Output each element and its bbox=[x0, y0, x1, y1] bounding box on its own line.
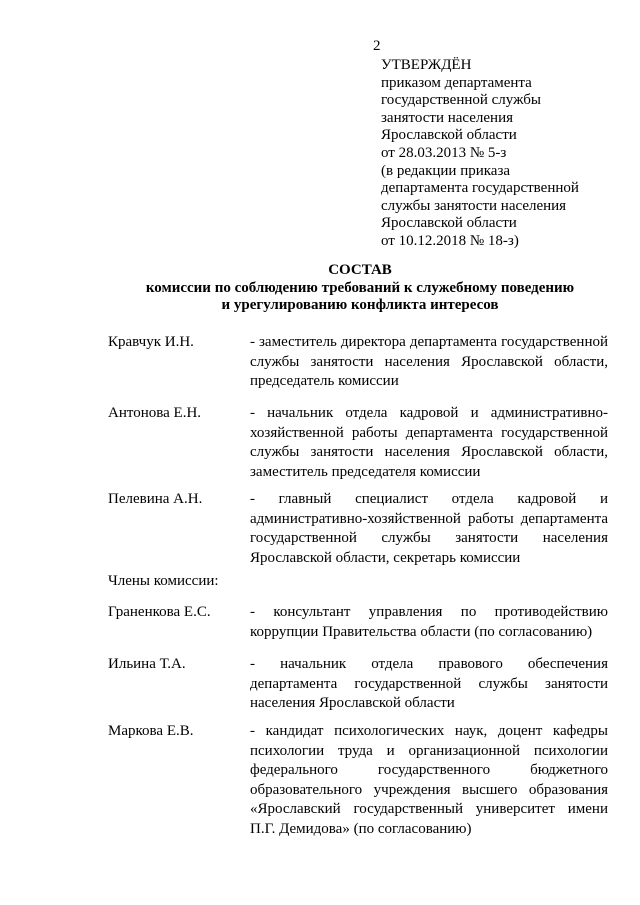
member-description: - консультант управления по противодействию коррупции Правительства области (по согласованию) bbox=[250, 604, 608, 640]
approval-line: от 10.12.2018 № 18-з) bbox=[381, 232, 519, 249]
approval-line: департамента государственной bbox=[381, 180, 579, 197]
approval-line: приказом департамента bbox=[381, 74, 532, 91]
member-description: - заместитель директора департамента государственной службы занятости населения Ярославской области, председатель комиссии bbox=[250, 334, 608, 390]
approval-line: УТВЕРЖДЁН bbox=[381, 57, 472, 73]
title-line: и урегулированию конфликта интересов bbox=[221, 297, 499, 314]
approval-line: службы занятости населения bbox=[381, 197, 567, 214]
approval-stamp bbox=[381, 57, 631, 251]
member-description: - начальник отдела правового обеспечения департамента государственной службы занятости населения Ярославской области bbox=[250, 656, 608, 712]
member-name: Антонова Е.Н. bbox=[108, 405, 202, 421]
title-line: комиссии по соблюдению требований к служебному поведению bbox=[145, 279, 575, 296]
approval-line: государственной службы bbox=[381, 92, 541, 109]
approval-line: от 28.03.2013 № 5-з bbox=[381, 144, 507, 161]
member-name: Ильина Т.А. bbox=[108, 656, 186, 672]
member-name: Граненкова Е.С. bbox=[108, 604, 211, 620]
members-label: Члены комиссии: bbox=[108, 573, 219, 589]
member-description: - кандидат психологических наук, доцент кафедры психологии труда и организационной психологии федерального государственного бюджетного образовательного учреждения высшего образования «Ярославский государственный университет имени П.Г. Демидова» (по согласованию) bbox=[250, 723, 608, 837]
member-name: Маркова Е.В. bbox=[108, 723, 194, 739]
page-number: 2 bbox=[373, 38, 381, 54]
approval-line: (в редакции приказа bbox=[381, 162, 511, 179]
document-title bbox=[100, 262, 620, 315]
approval-line: Ярославской области bbox=[381, 215, 517, 232]
title-heading: СОСТАВ bbox=[328, 262, 392, 278]
approval-line: занятости населения bbox=[381, 109, 514, 126]
member-name: Пелевина А.Н. bbox=[108, 491, 203, 507]
member-description: - главный специалист отдела кадровой и административно-хозяйственной работы департамента государственной службы занятости населения Ярославской области, секретарь комиссии bbox=[250, 491, 608, 566]
member-description: - начальник отдела кадровой и административно-хозяйственной работы департамента государственной службы занятости населения Ярославской области, заместитель председателя комиссии bbox=[250, 405, 608, 480]
member-name: Кравчук И.Н. bbox=[108, 334, 194, 350]
approval-line: Ярославской области bbox=[381, 127, 517, 144]
